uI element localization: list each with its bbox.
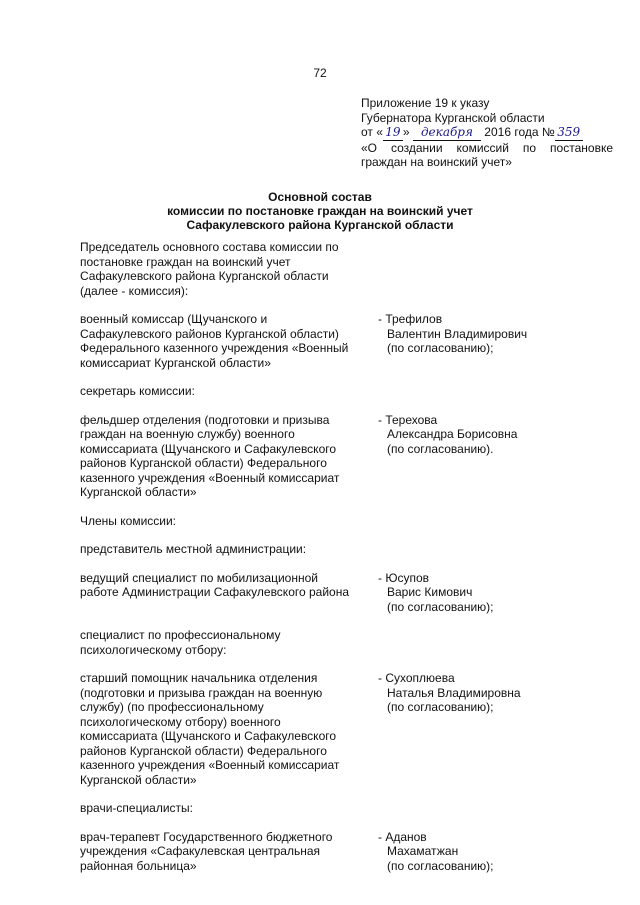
appendix-subject-line1: «О создании комиссий по постановке xyxy=(361,140,613,155)
intro-line: постановке граждан на воинский учет xyxy=(80,254,291,269)
section-heading: секретарь комиссии: xyxy=(80,384,195,398)
title-line1: Основной состав xyxy=(268,190,372,204)
member-name: - Юсупов Варис Кимович (по согласованию); xyxy=(378,570,494,614)
title-line2: комиссии по постановке граждан на воинский учет xyxy=(167,204,473,218)
appendix-date-line xyxy=(361,125,613,141)
member-position: врач-терапевт Государственного бюджетного учреждения «Сафакулевская центральная районная больница» xyxy=(80,829,333,873)
intro-line: Председатель основного состава комиссии по xyxy=(80,240,339,254)
appendix-subject-line2: граждан на воинский учет» xyxy=(361,155,512,169)
page-number: 72 xyxy=(313,66,327,80)
document-title xyxy=(0,190,640,232)
member-position: военный комиссар (Щучанского и Сафакулевского районов Курганской области) Федерального казенного учреждения «Военный комиссариат Курганской области» xyxy=(80,312,349,370)
section-heading: представитель местной администрации: xyxy=(80,542,307,556)
intro-line: Сафакулевского района Курганской области xyxy=(80,269,329,283)
member-name: - Аданов Махаматжан (по согласованию); xyxy=(378,829,494,873)
section-heading: врачи-специалисты: xyxy=(80,801,193,815)
member-position: фельдшер отделения (подготовки и призыва граждан на военную службу) военного комиссариата (Щучанского и Сафакулевского районов Курганской области) Федерального казенного учреждения «Военный комиссариат Курганской области» xyxy=(80,412,340,499)
handwritten-month: декабря xyxy=(413,125,481,141)
date-prefix: от « xyxy=(361,125,383,139)
member-row xyxy=(80,571,620,615)
intro-line: (далее - комиссия): xyxy=(80,283,189,298)
member-name: - Сухоплюева Наталья Владимировна (по согласованию); xyxy=(378,671,521,714)
member-position: старший помощник начальника отделения (подготовки и призыва граждан на военную службу) (по профессиональному психологическому отбору) военного комиссариата (Щучанского и Сафакулевского районов Курганской области) Федерального казенного учреждения «Военный комиссариат Курганской области» xyxy=(80,671,340,787)
member-row xyxy=(80,312,620,370)
member-name: - Терехова Александра Борисовна (по согласованию). xyxy=(378,412,518,456)
member-row xyxy=(80,413,620,500)
member-name: - Трефилов Валентин Владимирович (по согласованию); xyxy=(378,312,528,355)
section-heading: Члены комиссии: xyxy=(80,513,177,528)
member-row xyxy=(80,671,620,787)
date-mid: » xyxy=(402,125,410,139)
chairman-intro xyxy=(80,240,376,298)
appendix-line2: Губернатора Курганской области xyxy=(361,110,545,125)
document-body xyxy=(80,240,620,887)
member-row xyxy=(80,830,620,874)
handwritten-day: 19 xyxy=(383,125,403,141)
appendix-line1: Приложение 19 к указу xyxy=(361,96,490,110)
appendix-block xyxy=(361,96,613,170)
date-year: 2016 года № xyxy=(484,125,555,139)
handwritten-decree-number: 359 xyxy=(555,125,583,141)
section-heading: специалист по профессиональному психологическому отбору: xyxy=(80,628,281,657)
member-position: ведущий специалист по мобилизационной работе Администрации Сафакулевского района xyxy=(80,570,350,599)
title-line3: Сафакулевского района Курганской области xyxy=(186,218,454,232)
